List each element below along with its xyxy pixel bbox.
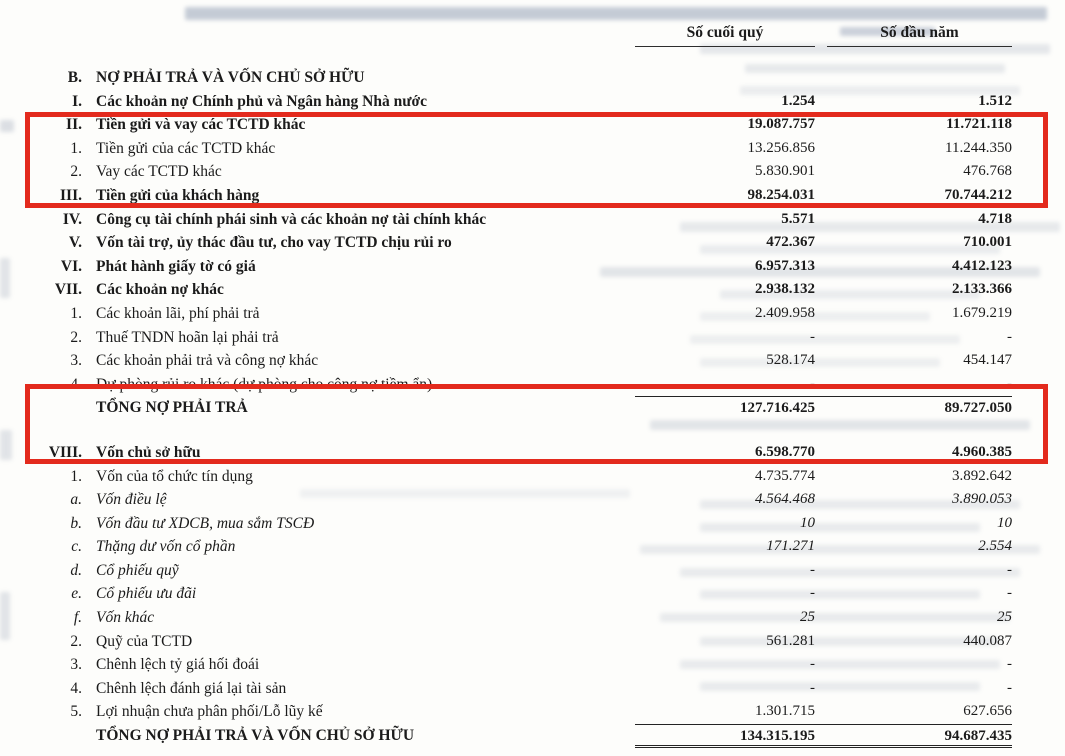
value-start-of-year: 89.727.050: [815, 396, 1012, 420]
header-num-spacer: [36, 24, 82, 47]
value-start-of-year: 11.244.350: [945, 139, 1012, 156]
value-start-of-year: 1.512: [978, 92, 1012, 109]
bleedthrough-artifact: [0, 120, 14, 132]
row-label: Dự phòng rủi ro khác (dự phòng cho công nợ tiềm ẩn): [96, 375, 433, 393]
value-current-quarter: 561.281: [766, 632, 815, 649]
value-current-quarter: 2.409.958: [755, 304, 815, 321]
row-label: Thuế TNDN hoãn lại phải trả: [96, 328, 279, 346]
row-index: III.: [60, 186, 82, 204]
table-row: [36, 302, 1012, 326]
value-start-of-year: 1.679.219: [952, 304, 1012, 321]
row-index: 5.: [70, 703, 82, 721]
value-current-quarter: 6.957.313: [755, 257, 815, 274]
table-row: [36, 231, 1012, 255]
row-index: VII.: [54, 281, 82, 299]
table-row: [36, 326, 1012, 350]
value-start-of-year: 627.656: [963, 703, 1012, 720]
value-current-quarter: -: [810, 679, 815, 696]
value-current-quarter: 19.087.757: [747, 116, 815, 133]
value-current-quarter: 10: [800, 514, 815, 531]
row-index: I.: [72, 92, 82, 110]
row-label: Vốn khác: [96, 609, 155, 627]
row-label: Vốn đầu tư XDCB, mua sắm TSCĐ: [96, 514, 315, 532]
value-current-quarter: -: [810, 328, 815, 345]
value-start-of-year: 2.554: [978, 538, 1012, 555]
row-label: Các khoản nợ khác: [96, 281, 224, 299]
value-current-quarter: 171.271: [766, 538, 815, 555]
row-label: Vốn của tổ chức tín dụng: [96, 467, 253, 485]
row-index: 3.: [70, 656, 82, 674]
row-index: VI.: [60, 257, 82, 275]
value-current-quarter: 5.830.901: [755, 163, 815, 180]
value-current-quarter: 98.254.031: [747, 186, 815, 203]
row-index: d.: [70, 561, 82, 579]
table-row: [36, 677, 1012, 701]
value-start-of-year: 476.768: [963, 163, 1012, 180]
table-row: [36, 66, 1012, 90]
value-current-quarter: 127.716.425: [635, 396, 815, 420]
row-label: Các khoản phải trả và công nợ khác: [96, 352, 319, 370]
row-label: Lợi nhuận chưa phân phối/Lỗ lũy kế: [96, 703, 323, 721]
row-label: Chênh lệch tỷ giá hối đoái: [96, 656, 260, 674]
value-start-of-year: 440.087: [963, 632, 1012, 649]
table-row: [36, 606, 1012, 630]
row-label: NỢ PHẢI TRẢ VÀ VỐN CHỦ SỞ HỮU: [96, 69, 365, 86]
row-label: Các khoản nợ Chính phủ và Ngân hàng Nhà nước: [96, 92, 427, 110]
value-current-quarter: 4.735.774: [755, 467, 815, 484]
row-index: [36, 396, 82, 420]
table-row: [36, 113, 1012, 137]
table-row: [36, 90, 1012, 114]
value-current-quarter: -: [810, 561, 815, 578]
table-row: [36, 349, 1012, 373]
value-current-quarter: -: [810, 375, 815, 392]
table-row: [36, 559, 1012, 583]
row-index: 2.: [70, 328, 82, 346]
table-row: [36, 535, 1012, 559]
table-row: [36, 512, 1012, 536]
row-label: Cổ phiếu ưu đãi: [96, 585, 197, 603]
row-label: Công cụ tài chính phái sinh và các khoản nợ tài chính khác: [96, 210, 487, 228]
column-header-start-of-year: Số đầu năm: [827, 24, 1012, 47]
value-start-of-year: 710.001: [963, 234, 1012, 251]
table-row: [36, 255, 1012, 279]
row-label: Thặng dư vốn cổ phần: [96, 538, 236, 556]
table-row: [36, 488, 1012, 512]
value-current-quarter: 6.598.770: [755, 443, 815, 460]
value-current-quarter: 2.938.132: [755, 281, 815, 298]
row-label: Tiền gửi của các TCTD khác: [96, 139, 276, 157]
row-label: Tiền gửi và vay các TCTD khác: [96, 116, 306, 134]
value-start-of-year: -: [1007, 585, 1012, 602]
row-index: V.: [68, 234, 82, 252]
row-label: Cổ phiếu quỹ: [96, 561, 179, 579]
table-row: [36, 465, 1012, 489]
value-current-quarter: -: [810, 585, 815, 602]
row-index: 1.: [70, 304, 82, 322]
row-label: TỔNG NỢ PHẢI TRẢ: [96, 399, 248, 417]
table-row-grand-total: [36, 724, 1012, 748]
table-row: [36, 630, 1012, 654]
table-row: [36, 278, 1012, 302]
value-start-of-year: 4.718: [978, 210, 1012, 227]
table-row: [36, 373, 1012, 397]
row-index: 2.: [70, 632, 82, 650]
value-current-quarter: 13.256.856: [747, 139, 815, 156]
row-label: Chênh lệch đánh giá lại tài sản: [96, 679, 287, 697]
value-current-quarter: [635, 66, 815, 90]
bleedthrough-artifact: [0, 592, 10, 640]
value-start-of-year: -: [1007, 328, 1012, 345]
value-start-of-year: 70.744.212: [944, 186, 1012, 203]
value-current-quarter: 4.564.468: [755, 491, 815, 508]
value-start-of-year: 94.687.435: [815, 724, 1012, 748]
row-index: 4.: [70, 679, 82, 697]
row-index: f.: [73, 609, 82, 627]
value-start-of-year: -: [1007, 679, 1012, 696]
table-row: [36, 137, 1012, 161]
value-start-of-year: [815, 66, 1012, 90]
row-label: Tiền gửi của khách hàng: [96, 186, 260, 204]
row-index: II.: [66, 116, 82, 134]
row-index: B.: [67, 69, 82, 86]
row-label: Phát hành giấy tờ có giá: [96, 257, 256, 275]
row-index: c.: [71, 538, 82, 556]
value-current-quarter: 25: [800, 609, 815, 626]
value-start-of-year: -: [1007, 561, 1012, 578]
value-start-of-year: -: [1007, 656, 1012, 673]
row-label: Các khoản lãi, phí phải trả: [96, 304, 260, 322]
table-row: [36, 700, 1012, 724]
value-start-of-year: 25: [997, 609, 1012, 626]
table-row: [36, 160, 1012, 184]
value-start-of-year: 4.960.385: [952, 443, 1012, 460]
value-current-quarter: 472.367: [766, 234, 815, 251]
value-start-of-year: 10: [997, 514, 1012, 531]
value-start-of-year: 11.721.118: [946, 116, 1012, 133]
bleedthrough-artifact: [185, 7, 1047, 20]
row-index: [36, 724, 82, 748]
row-index: b.: [70, 514, 82, 532]
table-row: [36, 208, 1012, 232]
value-current-quarter: 5.571: [781, 210, 815, 227]
row-label: Vốn điều lệ: [96, 491, 167, 509]
value-current-quarter: 1.254: [781, 92, 815, 109]
table-header: [36, 24, 1012, 47]
value-start-of-year: 454.147: [963, 352, 1012, 369]
row-index: a.: [70, 491, 82, 509]
row-index: 3.: [70, 352, 82, 370]
table-row-total-liabilities: [36, 396, 1012, 420]
column-header-end-of-quarter: Số cuối quý: [635, 24, 815, 47]
row-index: 1.: [70, 467, 82, 485]
balance-sheet-table: [36, 66, 1012, 748]
bleedthrough-artifact: [0, 430, 12, 460]
value-current-quarter: 134.315.195: [635, 724, 815, 748]
table-row: [36, 582, 1012, 606]
table-row: [36, 653, 1012, 677]
value-current-quarter: 528.174: [766, 352, 815, 369]
row-gap: [36, 420, 1012, 441]
row-label: Vốn chủ sở hữu: [96, 443, 201, 461]
value-start-of-year: 3.892.642: [952, 467, 1012, 484]
row-index: 4.: [70, 375, 82, 393]
row-index: 1.: [70, 139, 82, 157]
row-index: IV.: [62, 210, 82, 228]
row-index: VIII.: [48, 443, 82, 461]
value-start-of-year: -: [1007, 375, 1012, 392]
table-row: [36, 441, 1012, 465]
bleedthrough-artifact: [0, 258, 10, 298]
value-current-quarter: 1.301.715: [755, 703, 815, 720]
value-start-of-year: 3.890.053: [952, 491, 1012, 508]
table-row: [36, 184, 1012, 208]
row-label: Vốn tài trợ, ủy thác đầu tư, cho vay TCTD chịu rủi ro: [96, 234, 452, 252]
row-label: Vay các TCTD khác: [96, 163, 222, 181]
row-label: TỔNG NỢ PHẢI TRẢ VÀ VỐN CHỦ SỞ HỮU: [96, 727, 415, 745]
row-label: Quỹ của TCTD: [96, 632, 193, 650]
value-current-quarter: -: [810, 656, 815, 673]
row-index: 2.: [70, 163, 82, 181]
value-start-of-year: 4.412.123: [952, 257, 1012, 274]
row-index: e.: [71, 585, 82, 603]
header-label-spacer: [82, 24, 635, 47]
value-start-of-year: 2.133.366: [952, 281, 1012, 298]
